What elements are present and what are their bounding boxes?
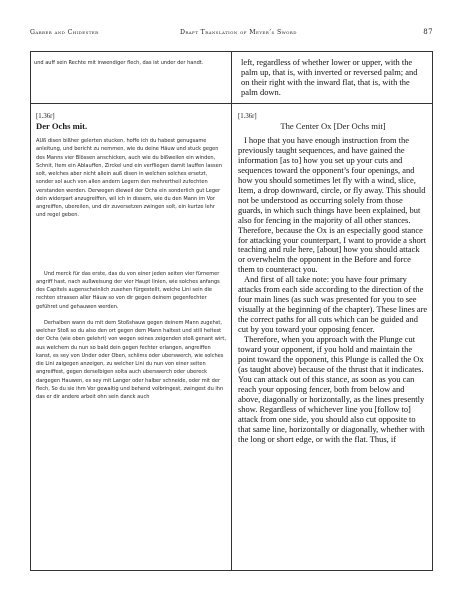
english-paragraph-1: I hope that you have enough instruction from the previously taught sequences, and have gained the information [as to] how you set up your cuts and sequences toward the opponent’s four openings, and how you should sometimes let fly with a wind, slice, Item, a drop downward, circle, or fly away. This should not be understood as occurring solely from those guards, in which such things have been explained, but also for fencing in the majority of all other stances. Therefore, because the Ox is an especially good stance for attacking your counterpart, I want to provide a short teaching and rule here, [about] how you should attack or overwhelm the opponent in the Before and force them to counteract you.	[238, 135, 426, 275]
row1-english-text: left, regardless of whether lower or upper, with the palm up, that is, with inverted or reversed palm; and on their right with the inward flat, that is, with the palm down.	[241, 58, 418, 97]
row2-english-cell	[238, 112, 428, 567]
row2-german-cell	[36, 112, 226, 567]
row1-german-text: und auff sein Rechte mit inwendiger flech, das ist under der handt.	[34, 60, 204, 66]
english-paragraph-3: Therefore, when you approach with the Plunge cut toward your opponent, if you hold and maintain the point toward the opponent, this Plunge is called the Ox (as taught above) because of the thrust that it indicates. You can attack out of this stance, as soon as you can reach your opposing fencer, both from below and above, diagonally or horizontally, as the lines presently show. Regardless of whichever line you [follow to] attack from one side, you should also cut opposite to that same line, horizontally or diagonally, whether with the long or short edge, or with the flat. Thus, if	[238, 334, 425, 444]
german-heading: Der Ochs mit.	[36, 121, 88, 131]
german-paragraph-2: Und merck für das erste, das du von einer jeden seiten vier fürnemer angriff hast, nach außweisung der vier Haupt linien, wie solches anfangs des Capitels augenscheinlich zusehen fürgestellt, welche Lini sein die rechten strassen aller Häuw so von dir gegen deinem gegenfechter geführet und gehauwen werden.	[36, 270, 220, 310]
german-folio-tag: [1.36r]	[36, 113, 55, 120]
german-paragraph-1: AUß disen bißher gelerten stucken, hoffe ich du habest genugsame anleitung, und bericht zu nemmen, wie du deine Häuw und stuck gegen des Manns vier Blössen anschicken, auch wie du bißweilen ein winden, Schnit, Item ein Ablauffen, Zirckel und ein verfliegen damit lauffen lassen solt, welches aber nicht allein auß disen in welchen solches ersetzt, sonder sol auch von allen andern Legern den mehrertheil zufechten verstanden werden. Derwegen dieweil der Ochs ein sonderlich gut Leger dein widerpart anzugreiffen, wil ich in dissem, wie du den Mann im Vor angreiffen, ubereilen, und dir zuversetzen zwingen solt, ein kurtze lehr und regel geben.	[36, 138, 222, 219]
row1-german-cell	[34, 59, 227, 99]
row-divider	[31, 103, 432, 104]
english-heading: The Center Ox [Der Ochs mit]	[280, 121, 386, 131]
header-title: Draft Translation of Meyer’s Sword	[180, 29, 297, 36]
english-paragraph-2: And first of all take note: you have four primary attacks from each side according to the direction of the four main lines (as such was presented for you to see visually at the beginning of the chapter). These lines are the correct paths for all cuts which can be guided and cut by you toward your opposing fencer.	[238, 274, 428, 335]
row1-english-cell	[241, 58, 427, 102]
page-number: 87	[423, 28, 433, 36]
translation-table	[30, 51, 433, 571]
running-head	[30, 29, 433, 39]
column-divider	[231, 52, 232, 570]
header-authors: Garber and Chidester	[30, 29, 99, 36]
english-folio-tag: [1.36r]	[238, 113, 257, 120]
german-paragraph-3: Derhalben wann du mit dem Stoßshauw gegen deinem Mann zugehst, welcher Stoß so du also den ort gegen dem Mann haltest und still heltest der Ochs (wie oben gelehrt) von wegen seines zeigenden stoß genant wirt, aus welchem du nun so bald dein gegen fechter erlangen, angreiffen kanst, es sey von Under oder Oben, schlims oder uberswerch, wie solches die Lini zaigegen anzeigen, zu welcher Lini du nun von einer seiten angreiffest, gegen derselbigen solta auch uberswerch oder ubereck dargegen Hauwen, es sey mit Langer oder halber schneide, oder mit der flech, So du sie ihm Vor gewaltig und behend volbringest, zwingest du ihn das er dir andere arbeit ohn sein danck auch	[36, 319, 226, 400]
